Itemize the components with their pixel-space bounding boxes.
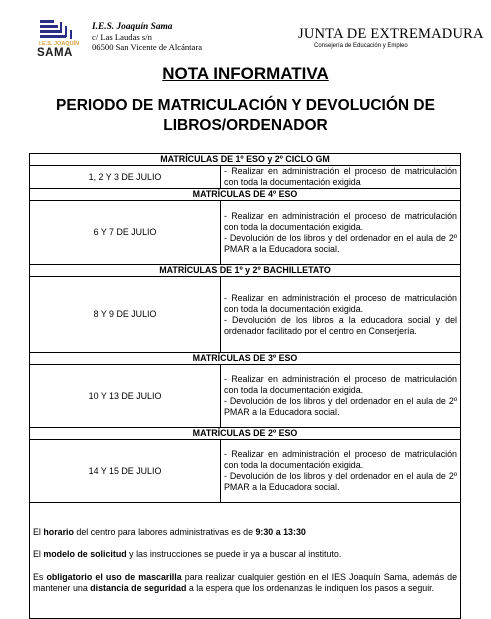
section-description (221, 277, 461, 353)
page-title: NOTA INFORMATIVA (162, 64, 329, 83)
section-header: MATRÍCULAS DE 2º ESO (30, 428, 461, 440)
section-header: MATRÍCULAS DE 1º ESO y 2º CICLO GM (30, 154, 461, 166)
page-subtitle (40, 96, 451, 136)
description-line: - Devolución de los libros y del ordenador en el aula de 2º PMAR a la Educadora social. (224, 232, 457, 254)
section-date: 8 Y 9 DE JULIO (30, 277, 221, 353)
description-line: - Devolución de los libros a la educadora social y del ordenador facilitado por el centro en Conserjería. (224, 314, 457, 336)
text-run: El (33, 526, 44, 537)
description-line: - Devolución de los libros y del ordenador en el aula de 2º PMAR a la Educadora social. (224, 471, 457, 492)
description-line: - Devolución de los libros y del ordenador en el aula de 2º PMAR a la Educadora social. (224, 396, 457, 417)
logo-text-top: I.E.S. JOAQUÍN (39, 41, 80, 47)
address-line1: c/ Las Laudas s/n (92, 32, 152, 42)
info-box (30, 503, 461, 619)
section-date: 6 Y 7 DE JULIO (30, 201, 221, 265)
text-run: El (33, 549, 44, 559)
text-run: y las instrucciones se puede ir ya a buscar al instituto. (126, 549, 342, 559)
consejeria-text: Consejería de Educación y Empleo (314, 43, 408, 49)
text-bold: modelo de solicitud (43, 549, 127, 559)
section-description (221, 440, 461, 503)
text-bold: horario (43, 526, 74, 537)
table-row (30, 201, 461, 265)
section-date: 10 Y 13 DE JULIO (30, 365, 221, 428)
text-run: a la espera que los ordenanzas le indiquen los pasos a seguir. (186, 583, 435, 593)
description-line: - Realizar en administración el proceso de matriculación con toda la documentación exigida. (224, 449, 457, 470)
description-line: - Realizar en administración el proceso de matriculación con toda la documentación exigida. (224, 210, 457, 232)
schedule-paragraph (33, 527, 457, 539)
address-line2: 06500 San Vicente de Alcántara (92, 42, 203, 52)
school-logo (34, 20, 84, 58)
logo-text-bottom: SAMA (37, 47, 73, 58)
table-row (30, 166, 461, 189)
section-description (221, 365, 461, 428)
section-header: MATRÍCULAS DE 4º ESO (30, 189, 461, 201)
text-run: Es (33, 571, 47, 582)
mask-paragraph (33, 572, 457, 595)
letterhead (0, 0, 491, 62)
text-bold: distancia de seguridad (90, 583, 187, 593)
enrollment-table (29, 153, 461, 619)
section-header: MATRÍCULAS DE 1º y 2º BACHILLETATO (30, 265, 461, 277)
school-name: I.E.S. Joaquín Sama (92, 22, 173, 32)
table-row (30, 277, 461, 353)
subtitle-line1: PERIODO DE MATRICULACIÓN Y DEVOLUCIÓN DE (56, 97, 435, 114)
table-row (30, 365, 461, 428)
description-line: - Realizar en administración el proceso de matriculación con toda la documentación exigida (224, 166, 457, 187)
text-run: del centro para labores administrativas es de (73, 526, 256, 537)
section-description (221, 201, 461, 265)
text-bold: 9:30 a 13:30 (255, 526, 306, 537)
description-line: - Realizar en administración el proceso de matriculación con toda la documentación exigida. (224, 374, 457, 395)
section-description (221, 166, 461, 189)
table-row (30, 440, 461, 503)
section-date: 14 Y 15 DE JULIO (30, 440, 221, 503)
text-run: para realizar cualquier gestión en el IES Joaquín Sama, además de mantener una (33, 571, 458, 593)
subtitle-line2: LIBROS/ORDENADOR (163, 117, 328, 134)
section-date: 1, 2 Y 3 DE JULIO (30, 166, 221, 189)
description-line: - Realizar en administración el proceso de matriculación con toda la documentación exigida. (224, 292, 457, 314)
text-bold: obligatorio el uso de mascarilla (46, 571, 182, 582)
section-header: MATRÍCULAS DE 3º ESO (30, 353, 461, 365)
school-address (92, 22, 202, 52)
form-paragraph (33, 549, 457, 561)
junta-logo-text: JUNTA DE EXTREMADURA (298, 26, 484, 42)
